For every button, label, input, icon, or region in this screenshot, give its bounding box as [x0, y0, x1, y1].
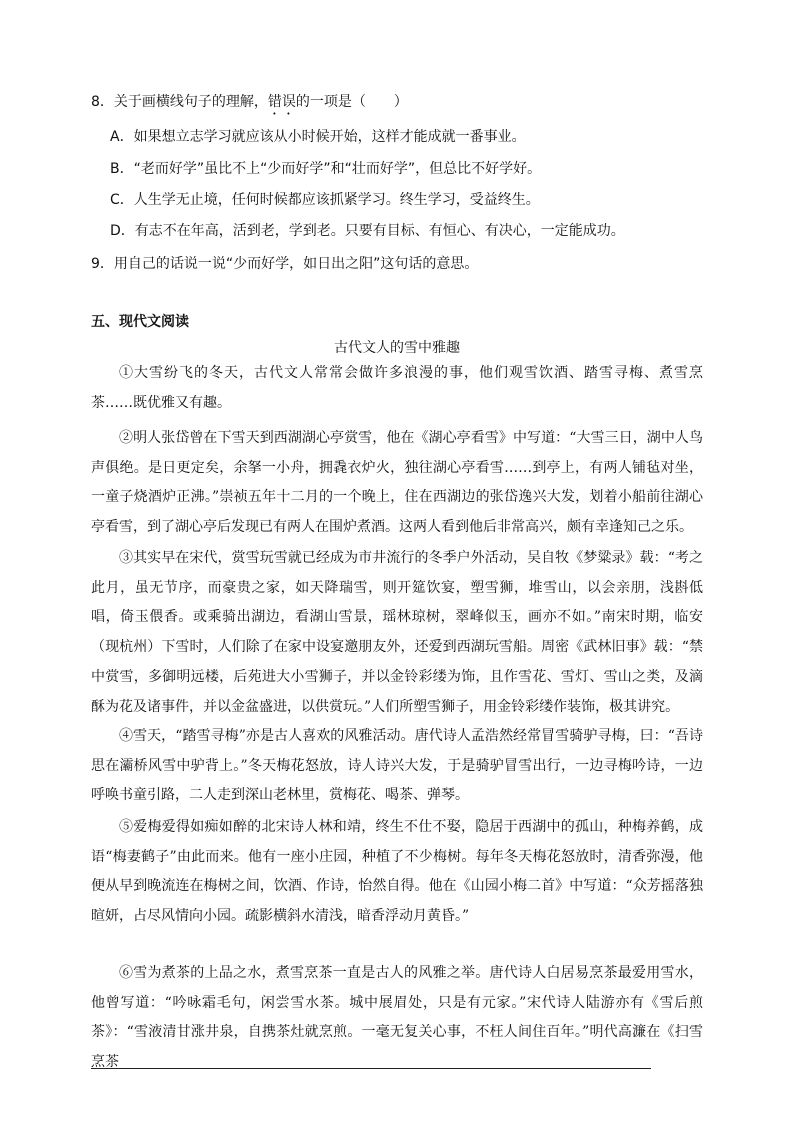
q8-option-a: A．如果想立志学习就应该从小时候开始，这样才能成就一番事业。 [110, 129, 526, 145]
question-8-stem [91, 92, 408, 118]
article-paragraph-3: ③其实早在宋代，赏雪玩雪就已经成为市井流行的冬季户外活动，吴自牧《梦粱录》载：“考之此月，虽无节序，而豪贵之家，如天降瑞雪，则开筵饮宴，塑雪狮，堆雪山，以会亲朋，浅斟低唱，倚玉偎香。或乘骑出湖边，看湖山雪景，瑶林琼树，翠峰似玉，画亦不如。”南宋时期，临安（现杭州）下雪时，人们除了在家中设宴邀朋友外，还爱到西湖玩雪船。周密《武林旧事》载：“禁中赏雪，多御明远楼，后苑进大小雪狮子，并以金铃彩缕为饰，且作雪花、雪灯、雪山之类，及滴酥为花及诸事件，并以金盆盛进，以供赏玩。”人们所塑雪狮子，用金铃彩缕作装饰，极其讲究。 [91, 550, 703, 715]
q8-stem-emphasis: 错误 [267, 94, 296, 110]
article-title: 古代文人的雪中雅趣 [334, 340, 460, 356]
section-title: 五、现代文阅读 [91, 314, 189, 330]
q8-option-b: B．“老而好学”虽比不上“少而好学”和“壮而好学”，但总比不好学好。 [110, 161, 542, 177]
article-paragraph-2: ②明人张岱曾在下雪天到西湖湖心亭赏雪，他在《湖心亭看雪》中写道：“大雪三日，湖中人鸟声俱绝。是日更定矣，余拏一小舟，拥毳衣炉火，独往湖心亭看雪……到亭上，有两人铺毡对坐，一童子烧酒炉正沸。”崇祯五年十二月的一个晚上，住在西湖边的张岱逸兴大发，划着小船前往湖心亭看雪，到了湖心亭后发现已有两人在围炉煮酒。这两人看到他后非常高兴，颇有幸逢知己之乐。 [91, 430, 703, 536]
q8-option-c: C．人生学无止境，任何时候都应该抓紧学习。终生学习，受益终生。 [110, 192, 540, 208]
q8-option-d: D．有志不在年高，活到老，学到老。只要有目标、有恒心、有决心，一定能成功。 [110, 223, 625, 239]
article-paragraph-5: ⑤爱梅爱得如痴如醉的北宋诗人林和靖，终生不仕不娶，隐居于西湖中的孤山，种梅养鹤，成语“梅妻鹤子”由此而来。他有一座小庄园，种植了不少梅树。每年冬天梅花怒放时，清香弥漫，他便从早到晚流连在梅树之间，饮酒、作诗，怡然自得。他在《山园小梅二首》中写道：“众芳摇落独暄妍，占尽风情向小园。疏影横斜水清浅，暗香浮动月黄昏。” [91, 819, 703, 925]
q8-stem-prefix: 8．关于画横线句子的理解， [91, 94, 268, 110]
question-9: 9．用自己的话说一说“少而好学，如日出之阳”这句话的意思。 [91, 256, 479, 272]
page-footer-rule [91, 1068, 651, 1069]
article-paragraph-6: ⑥雪为煮茶的上品之水，煮雪烹茶一直是古人的风雅之举。唐代诗人白居易烹茶最爱用雪水，他曾写道：“吟咏霜毛句，闲尝雪水茶。城中展眉处，只是有元家。”宋代诗人陆游亦有《雪后煎茶》：“雪液清甘涨井泉，自携茶灶就烹煎。一毫无复关心事，不枉人间住百年。”明代高濂在《扫雪烹茶 [91, 965, 703, 1071]
article-paragraph-1: ①大雪纷飞的冬天，古代文人常常会做许多浪漫的事，他们观雪饮酒、踏雪寻梅、煮雪烹茶……既优雅又有趣。 [91, 365, 703, 411]
q8-stem-suffix: 的一项是（ ） [295, 94, 408, 110]
article-paragraph-4: ④雪天，“踏雪寻梅”亦是古人喜欢的风雅活动。唐代诗人孟浩然经常冒雪骑驴寻梅，曰：“吾诗思在灞桥风雪中驴背上。”冬天梅花怒放，诗人诗兴大发，于是骑驴冒雪出行，一边寻梅吟诗，一边呼唤书童引路，二人走到深山老林里，赏梅花、喝茶、弹琴。 [91, 728, 703, 804]
